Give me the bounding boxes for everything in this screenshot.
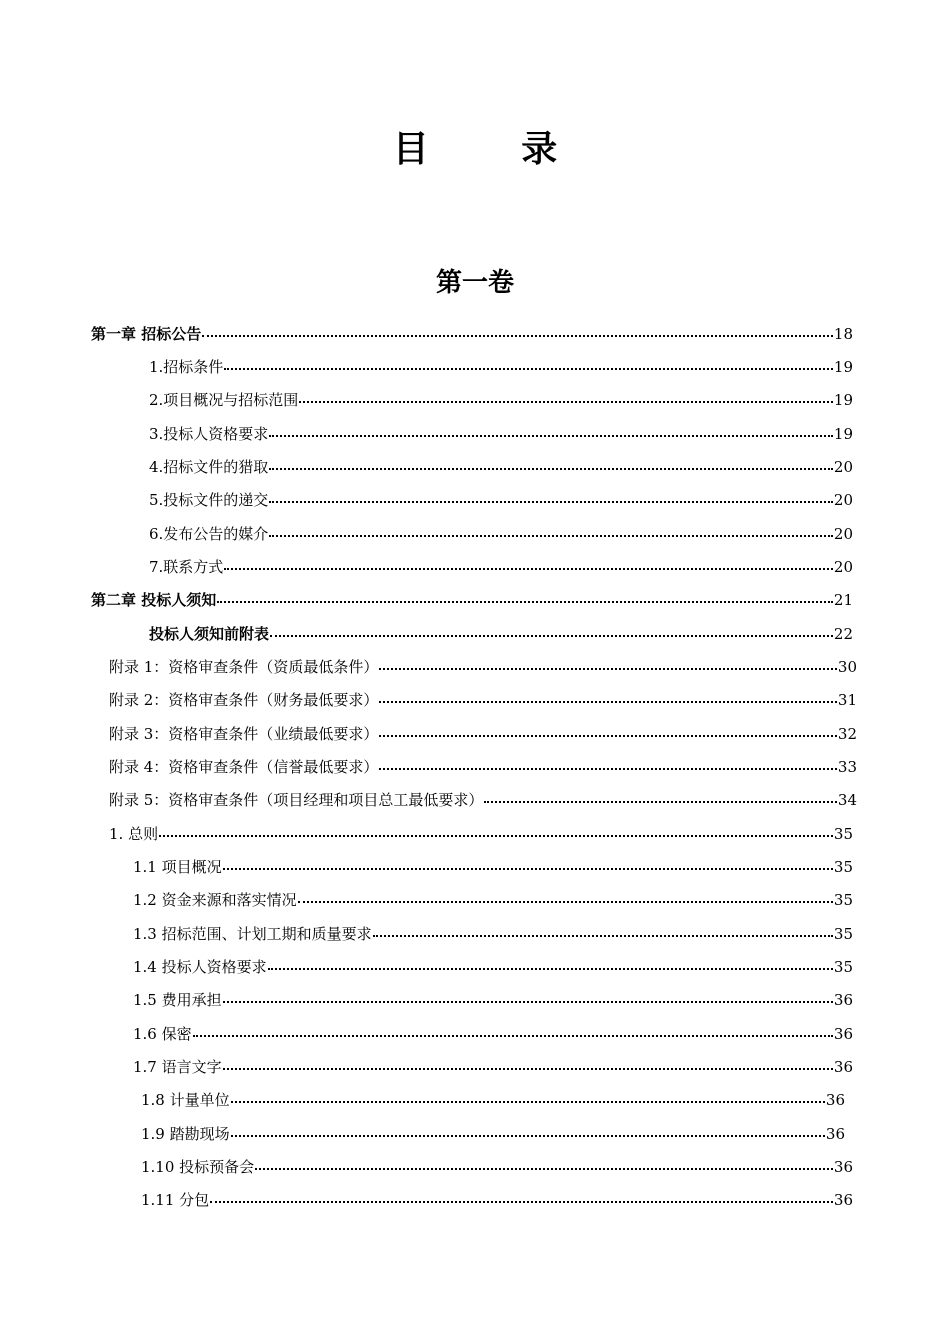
dot-leader [222, 1050, 834, 1083]
dot-leader [378, 650, 838, 683]
toc-entry-title: 2.项目概况与招标范围 [149, 391, 299, 409]
dot-leader [267, 950, 834, 983]
toc-page-number: 35 [833, 957, 853, 976]
toc-entry[interactable] [109, 650, 857, 683]
toc-entry[interactable] [133, 950, 853, 983]
dot-leader [378, 750, 838, 783]
toc-page-number: 35 [833, 890, 853, 909]
toc-entry-title: 6.发布公告的媒介 [149, 525, 269, 543]
toc-entry-title: 附录 2：资格审查条件（财务最低要求） [109, 691, 379, 709]
page-title: 目 录 [392, 129, 598, 170]
dot-leader [230, 1083, 826, 1116]
toc-entry[interactable] [141, 1150, 853, 1183]
toc-entry[interactable] [133, 883, 853, 916]
toc-entry-title: 附录 5：资格审查条件（项目经理和项目总工最低要求） [109, 791, 484, 809]
dot-leader [254, 1150, 834, 1183]
dot-leader [201, 317, 834, 350]
toc-page-number: 33 [837, 757, 857, 776]
toc-page-number: 19 [833, 424, 853, 443]
toc-page-number: 21 [833, 590, 853, 609]
toc-entry[interactable] [141, 1117, 845, 1150]
toc-page-number: 36 [833, 990, 853, 1009]
toc-page-number: 35 [833, 924, 853, 943]
toc-page-number: 36 [833, 1190, 853, 1209]
toc-entry-title: 1.9 踏勘现场 [141, 1125, 230, 1143]
toc-entry[interactable] [149, 617, 853, 650]
toc-entry[interactable] [149, 383, 853, 416]
toc-entry[interactable] [149, 517, 853, 550]
toc-page-number: 19 [833, 357, 853, 376]
toc-entry-title: 1.4 投标人资格要求 [133, 958, 267, 976]
toc-page-number: 19 [833, 390, 853, 409]
toc-entry[interactable] [109, 783, 857, 816]
toc-entry[interactable] [149, 417, 853, 450]
toc-entry-title: 1.5 费用承担 [133, 991, 222, 1009]
toc-entry-title: 附录 1：资格审查条件（资质最低条件） [109, 658, 379, 676]
toc-entry[interactable] [109, 683, 857, 716]
toc-entry-title: 1.11 分包 [141, 1191, 210, 1209]
dot-leader [268, 483, 834, 516]
toc-entry-title: 附录 3：资格审查条件（业绩最低要求） [109, 725, 379, 743]
dot-leader [230, 1117, 826, 1150]
dot-leader [216, 583, 834, 616]
toc-page-number: 20 [833, 524, 853, 543]
dot-leader [298, 383, 834, 416]
toc-entry-title: 1.10 投标预备会 [141, 1158, 255, 1176]
toc-entry-title: 1.7 语言文字 [133, 1058, 222, 1076]
toc-page-number: 20 [833, 457, 853, 476]
toc-entry[interactable] [149, 483, 853, 516]
toc-entry-title: 1.2 资金来源和落实情况 [133, 891, 297, 909]
toc-entry[interactable] [109, 717, 857, 750]
toc-entry-title: 7.联系方式 [149, 558, 224, 576]
toc-page-number: 30 [837, 657, 857, 676]
toc-entry[interactable] [109, 750, 857, 783]
toc-page-number: 18 [833, 324, 853, 343]
toc-entry[interactable] [149, 350, 853, 383]
toc-entry-chapter-2[interactable] [91, 583, 853, 616]
toc-page-number: 32 [837, 724, 857, 743]
dot-leader [268, 450, 834, 483]
toc-entry-title: 1.招标条件 [149, 358, 224, 376]
toc-page-number: 36 [833, 1157, 853, 1176]
dot-leader [297, 883, 834, 916]
toc-entry[interactable] [109, 817, 853, 850]
toc-entry-title: 第二章 投标人须知 [91, 591, 217, 609]
toc-entry[interactable] [133, 983, 853, 1016]
dot-leader [372, 917, 834, 950]
toc-page-number: 31 [837, 690, 857, 709]
toc-entry-title: 1.8 计量单位 [141, 1091, 230, 1109]
toc-entry-title: 附录 4：资格审查条件（信誉最低要求） [109, 758, 379, 776]
toc-entry-title: 1. 总则 [109, 825, 159, 843]
toc-entry-title: 1.6 保密 [133, 1025, 192, 1043]
toc-entry-title: 第一章 招标公告 [91, 325, 202, 343]
dot-leader [223, 350, 834, 383]
toc-entry-title: 3.投标人资格要求 [149, 425, 269, 443]
toc-entry-title: 1.1 项目概况 [133, 858, 222, 876]
dot-leader [192, 1017, 834, 1050]
toc-page-number: 20 [833, 557, 853, 576]
toc-page-number: 36 [825, 1090, 845, 1109]
dot-leader [269, 617, 834, 650]
dot-leader [268, 417, 834, 450]
dot-leader [378, 683, 838, 716]
volume-title: 第一卷 [435, 268, 514, 298]
toc-entry-title: 投标人须知前附表 [149, 625, 270, 643]
toc-entry[interactable] [141, 1183, 853, 1216]
toc-page-number: 22 [833, 624, 853, 643]
toc-entry[interactable] [133, 850, 853, 883]
toc-page-number: 36 [825, 1124, 845, 1143]
toc-page-number: 36 [833, 1057, 853, 1076]
toc-entry-title: 1.3 招标范围、计划工期和质量要求 [133, 925, 372, 943]
toc-page-number: 36 [833, 1024, 853, 1043]
toc-page-number: 35 [833, 857, 853, 876]
dot-leader [158, 817, 834, 850]
dot-leader [483, 783, 838, 816]
toc-entry-chapter-1[interactable] [91, 317, 853, 350]
toc-entry[interactable] [149, 550, 853, 583]
toc-entry-title: 5.投标文件的递交 [149, 491, 269, 509]
toc-page-number: 34 [837, 790, 857, 809]
dot-leader [268, 517, 834, 550]
toc-entry-title: 4.招标文件的猎取 [149, 458, 269, 476]
dot-leader [222, 983, 834, 1016]
dot-leader [209, 1183, 834, 1216]
dot-leader [222, 850, 834, 883]
toc-entry[interactable] [133, 1017, 853, 1050]
dot-leader [223, 550, 834, 583]
toc-page-number: 35 [833, 824, 853, 843]
toc-page-number: 20 [833, 490, 853, 509]
dot-leader [378, 717, 838, 750]
toc-entry[interactable] [133, 917, 853, 950]
toc-entry[interactable] [141, 1083, 845, 1116]
toc-entry[interactable] [133, 1050, 853, 1083]
toc-entry[interactable] [149, 450, 853, 483]
